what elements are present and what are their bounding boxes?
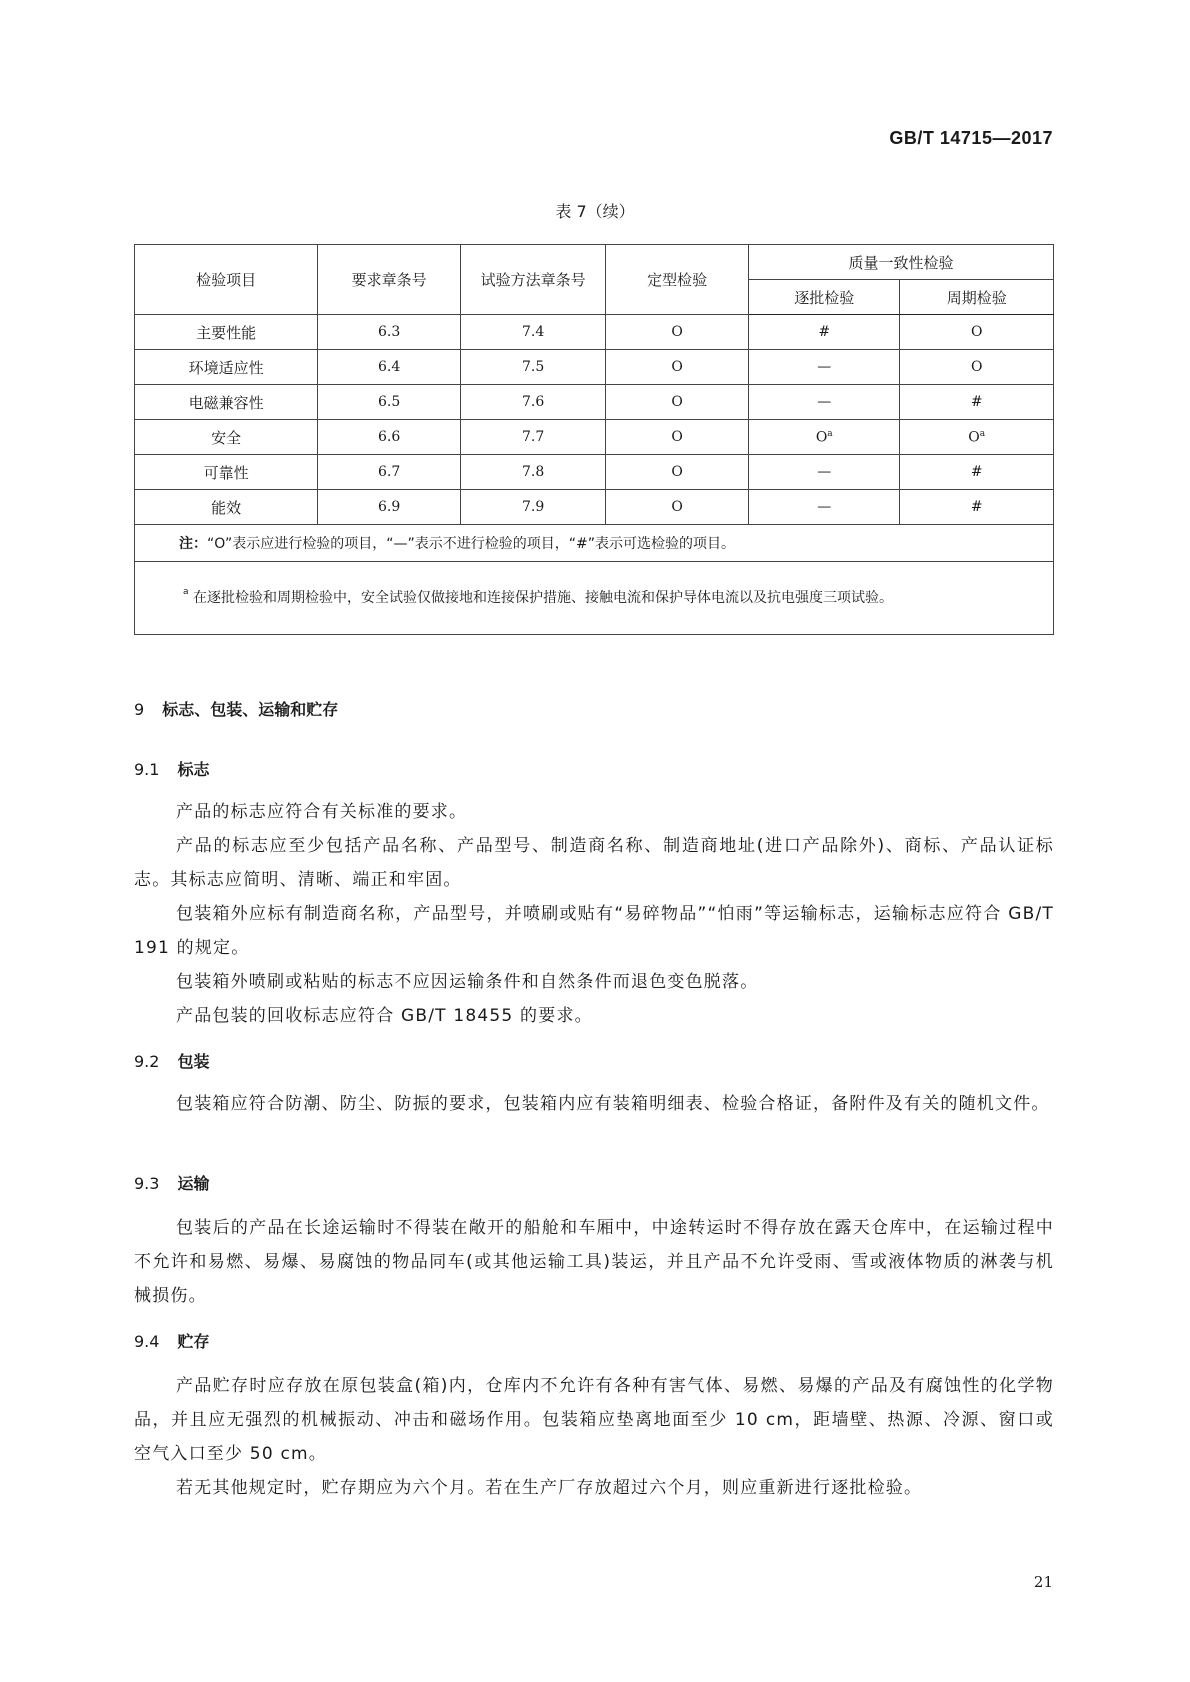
cell-batch: — — [749, 385, 900, 420]
table-row — [135, 420, 1054, 455]
subsection-number: 9.3 — [134, 1174, 160, 1193]
table-row — [135, 490, 1054, 525]
paragraph: 产品的标志应符合有关标准的要求。 — [176, 802, 468, 822]
cell-item: 电磁兼容性 — [135, 385, 318, 420]
cell-periodic: # — [900, 385, 1054, 420]
subsection-heading-9-2 — [134, 1049, 209, 1072]
cell-type: O — [606, 350, 749, 385]
cell-type: O — [606, 455, 749, 490]
cell-batch: — — [749, 490, 900, 525]
cell-item: 主要性能 — [135, 315, 318, 350]
cell-req: 6.5 — [318, 385, 461, 420]
table-note — [135, 525, 1054, 562]
cell-method: 7.4 — [461, 315, 606, 350]
subsection-heading-9-4 — [134, 1329, 209, 1352]
subsection-title: 包装 — [177, 1052, 210, 1071]
cell-method: 7.5 — [461, 350, 606, 385]
cell-req: 6.4 — [318, 350, 461, 385]
table-row — [135, 385, 1054, 420]
footnote-ref: a — [979, 428, 986, 439]
cell-req: 6.3 — [318, 315, 461, 350]
paragraph: 包装后的产品在长途运输时不得装在敞开的船舱和车厢中，中途转运时不得存放在露天仓库中，在运输过程中不允许和易燃、易爆、易腐蚀的物品同车(或其他运输工具)装运，并且产品不允许受雨、雪或液体物质的淋袭与机械损伤。 — [134, 1218, 1054, 1306]
standard-code: GB/T 14715—2017 — [889, 128, 1053, 148]
paragraph: 包装箱应符合防潮、防尘、防振的要求，包装箱内应有装箱明细表、检验合格证，备附件及有关的随机文件。 — [176, 1094, 1050, 1114]
subsection-title: 标志 — [177, 760, 210, 779]
cell-batch — [749, 420, 900, 455]
cell-batch-value: O — [815, 429, 828, 446]
table-note-row — [135, 525, 1054, 562]
cell-type: O — [606, 315, 749, 350]
section-number: 9 — [134, 700, 145, 719]
table-header-row — [135, 245, 1054, 280]
header-method: 试验方法章条号 — [461, 245, 606, 315]
paragraph: 产品贮存时应存放在原包装盒(箱)内，仓库内不允许有各种有害气体、易燃、易爆的产品及有腐蚀性的化学物品，并且应无强烈的机械振动、冲击和磁场作用。包装箱应垫离地面至少 10 cm，距墙壁、热源、冷源、窗口或空气入口至少 50 cm。 — [134, 1376, 1054, 1464]
cell-batch: — — [749, 455, 900, 490]
footnote-text: 在逐批检验和周期检验中，安全试验仅做接地和连接保护措施、接触电流和保护导体电流以及抗电强度三项试验。 — [193, 590, 893, 606]
cell-periodic: # — [900, 490, 1054, 525]
cell-method: 7.8 — [461, 455, 606, 490]
paragraph: 若无其他规定时，贮存期应为六个月。若在生产厂存放超过六个月，则应重新进行逐批检验。 — [176, 1478, 923, 1498]
paragraph: 产品包装的回收标志应符合 GB/T 18455 的要求。 — [176, 1006, 593, 1026]
subsection-title: 贮存 — [177, 1332, 210, 1351]
page-number: 21 — [1033, 1573, 1053, 1591]
cell-item: 环境适应性 — [135, 350, 318, 385]
subsection-number: 9.2 — [134, 1052, 160, 1071]
cell-item: 可靠性 — [135, 455, 318, 490]
note-label: 注： — [179, 536, 207, 552]
cell-method: 7.7 — [461, 420, 606, 455]
subsection-number: 9.4 — [134, 1332, 160, 1351]
cell-periodic-value: O — [968, 429, 980, 446]
subsection-heading-9-1 — [134, 757, 209, 780]
cell-periodic: O — [900, 315, 1054, 350]
header-periodic: 周期检验 — [900, 280, 1054, 315]
cell-periodic: # — [900, 455, 1054, 490]
footnote-ref: a — [827, 428, 833, 439]
cell-item: 安全 — [135, 420, 318, 455]
header-item: 检验项目 — [135, 245, 318, 315]
table-caption: 表 7（续） — [555, 202, 635, 221]
subsection-heading-9-3 — [134, 1171, 209, 1194]
cell-batch: — — [749, 350, 900, 385]
cell-req: 6.7 — [318, 455, 461, 490]
subsection-number: 9.1 — [134, 760, 160, 779]
footnote-mark: a — [183, 587, 189, 597]
cell-method: 7.9 — [461, 490, 606, 525]
table-footnote — [135, 562, 1054, 635]
inspection-table — [134, 244, 1054, 635]
table-row — [135, 315, 1054, 350]
cell-type: O — [606, 385, 749, 420]
cell-req: 6.6 — [318, 420, 461, 455]
cell-type: O — [606, 420, 749, 455]
header-batch: 逐批检验 — [749, 280, 900, 315]
table-footnote-row — [135, 562, 1054, 635]
note-text: “O”表示应进行检验的项目，“—”表示不进行检验的项目，“#”表示可选检验的项目。 — [207, 536, 736, 552]
header-type: 定型检验 — [606, 245, 749, 315]
table-row — [135, 455, 1054, 490]
table-row — [135, 350, 1054, 385]
header-req: 要求章条号 — [318, 245, 461, 315]
subsection-title: 运输 — [177, 1174, 210, 1193]
section-title: 标志、包装、运输和贮存 — [162, 700, 339, 719]
paragraph: 包装箱外喷刷或粘贴的标志不应因运输条件和自然条件而退色变色脱落。 — [176, 972, 759, 992]
paragraph: 产品的标志应至少包括产品名称、产品型号、制造商名称、制造商地址(进口产品除外)、商标、产品认证标志。其标志应简明、清晰、端正和牢固。 — [134, 836, 1054, 890]
cell-periodic: O — [900, 350, 1054, 385]
paragraph: 包装箱外应标有制造商名称，产品型号，并喷刷或贴有“易碎物品”“怕雨”等运输标志，运输标志应符合 GB/T 191 的规定。 — [134, 904, 1054, 958]
cell-type: O — [606, 490, 749, 525]
section-heading-9 — [134, 697, 338, 720]
header-quality: 质量一致性检验 — [749, 245, 1054, 280]
cell-batch: # — [749, 315, 900, 350]
cell-req: 6.9 — [318, 490, 461, 525]
cell-item: 能效 — [135, 490, 318, 525]
cell-method: 7.6 — [461, 385, 606, 420]
cell-periodic — [900, 420, 1054, 455]
